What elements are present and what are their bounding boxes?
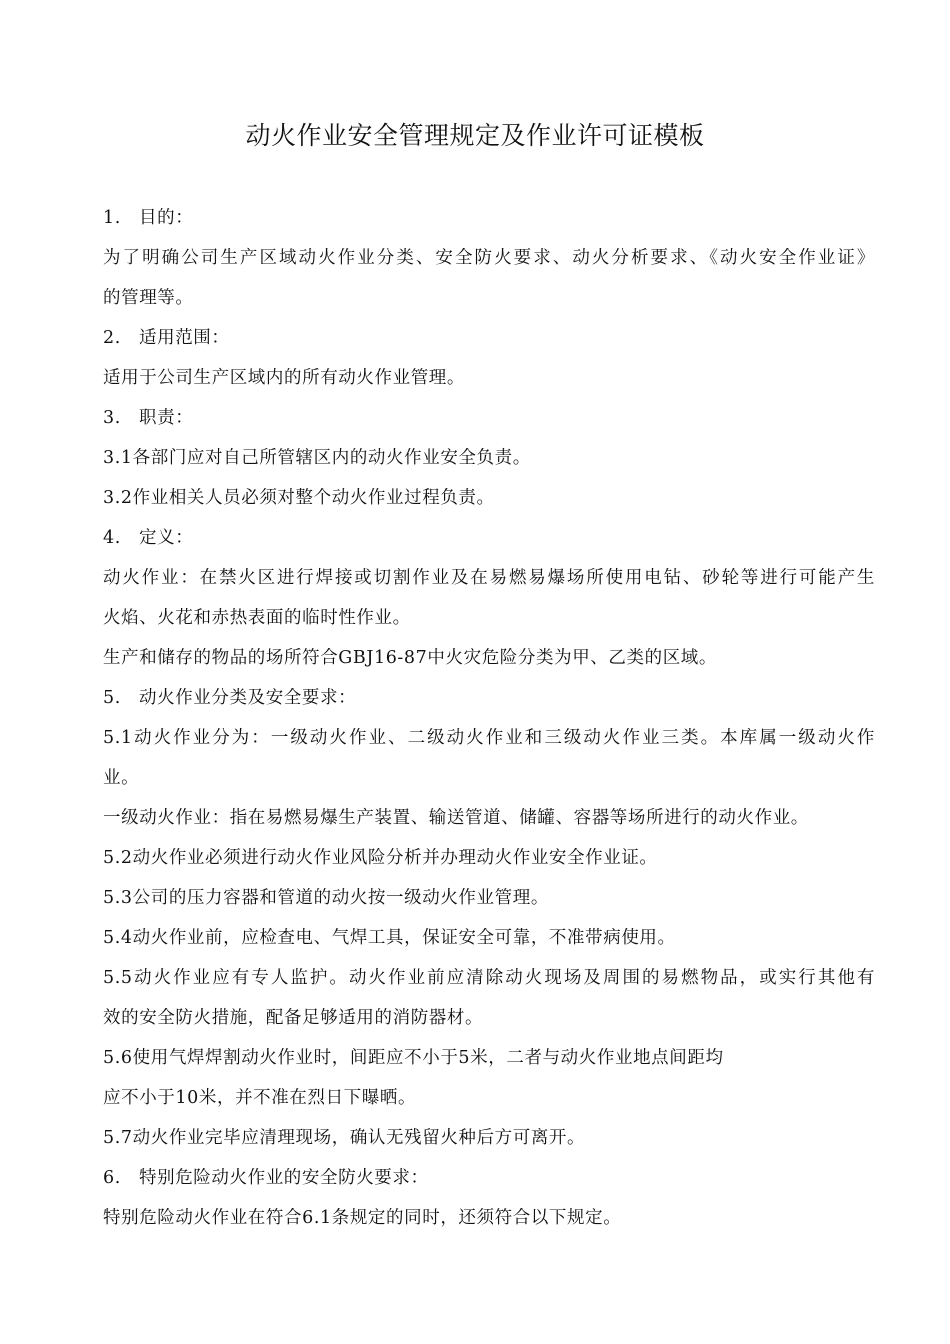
paragraph-line: 的管理等。 <box>103 288 194 308</box>
section-heading-classification: 5. 动火作业分类及安全要求： <box>103 688 357 708</box>
paragraph-line: 5.5动火作业应有专人监护。动火作业前应清除动火现场及周围的易燃物品，或实行其他有 <box>103 968 875 988</box>
paragraph-line: 5.4动火作业前，应检查电、气焊工具，保证安全可靠，不准带病使用。 <box>103 928 676 948</box>
document-title: 动火作业安全管理规定及作业许可证模板 <box>245 121 705 150</box>
paragraph-line: 应不小于10米，并不准在烈日下曝晒。 <box>103 1088 417 1108</box>
paragraph-line: 5.3公司的压力容器和管道的动火按一级动火作业管理。 <box>103 888 549 908</box>
paragraph-line: 火焰、火花和赤热表面的临时性作业。 <box>103 608 411 628</box>
paragraph-line: 5.7动火作业完毕应清理现场，确认无残留火种后方可离开。 <box>103 1128 586 1148</box>
document-body <box>103 198 875 1238</box>
paragraph-line: 生产和储存的物品的场所符合GBJ16-87中火灾危险分类为甲、乙类的区域。 <box>103 648 718 668</box>
paragraph-line: 效的安全防火措施，配备足够适用的消防器材。 <box>103 1008 484 1028</box>
paragraph-line: 一级动火作业：指在易燃易爆生产装置、输送管道、储罐、容器等场所进行的动火作业。 <box>103 808 809 828</box>
section-heading-definitions: 4. 定义： <box>103 528 194 548</box>
paragraph-line: 适用于公司生产区域内的所有动火作业管理。 <box>103 368 465 388</box>
paragraph-line: 5.1动火作业分为：一级动火作业、二级动火作业和三级动火作业三类。本库属一级动火作 <box>103 728 875 748</box>
section-heading-purpose: 1. 目的： <box>103 208 194 228</box>
paragraph-line: 5.2动火作业必须进行动火作业风险分析并办理动火作业安全作业证。 <box>103 848 658 868</box>
paragraph-line: 3.1各部门应对自己所管辖区内的动火作业安全负责。 <box>103 448 531 468</box>
paragraph-line: 为了明确公司生产区域动火作业分类、安全防火要求、动火分析要求、《动火安全作业证》 <box>103 248 875 268</box>
paragraph-line: 3.2作业相关人员必须对整个动火作业过程负责。 <box>103 488 495 508</box>
section-heading-special-hazard: 6. 特别危险动火作业的安全防火要求： <box>103 1168 429 1188</box>
section-heading-scope: 2. 适用范围： <box>103 328 230 348</box>
paragraph-line: 特别危险动火作业在符合6.1条规定的同时，还须符合以下规定。 <box>103 1208 622 1228</box>
paragraph-line: 业。 <box>103 768 140 788</box>
paragraph-line: 5.6使用气焊焊割动火作业时，间距应不小于5米，二者与动火作业地点间距均 <box>103 1048 724 1068</box>
section-heading-responsibilities: 3. 职责： <box>103 408 194 428</box>
paragraph-line: 动火作业：在禁火区进行焊接或切割作业及在易燃易爆场所使用电钻、砂轮等进行可能产生 <box>103 568 875 588</box>
